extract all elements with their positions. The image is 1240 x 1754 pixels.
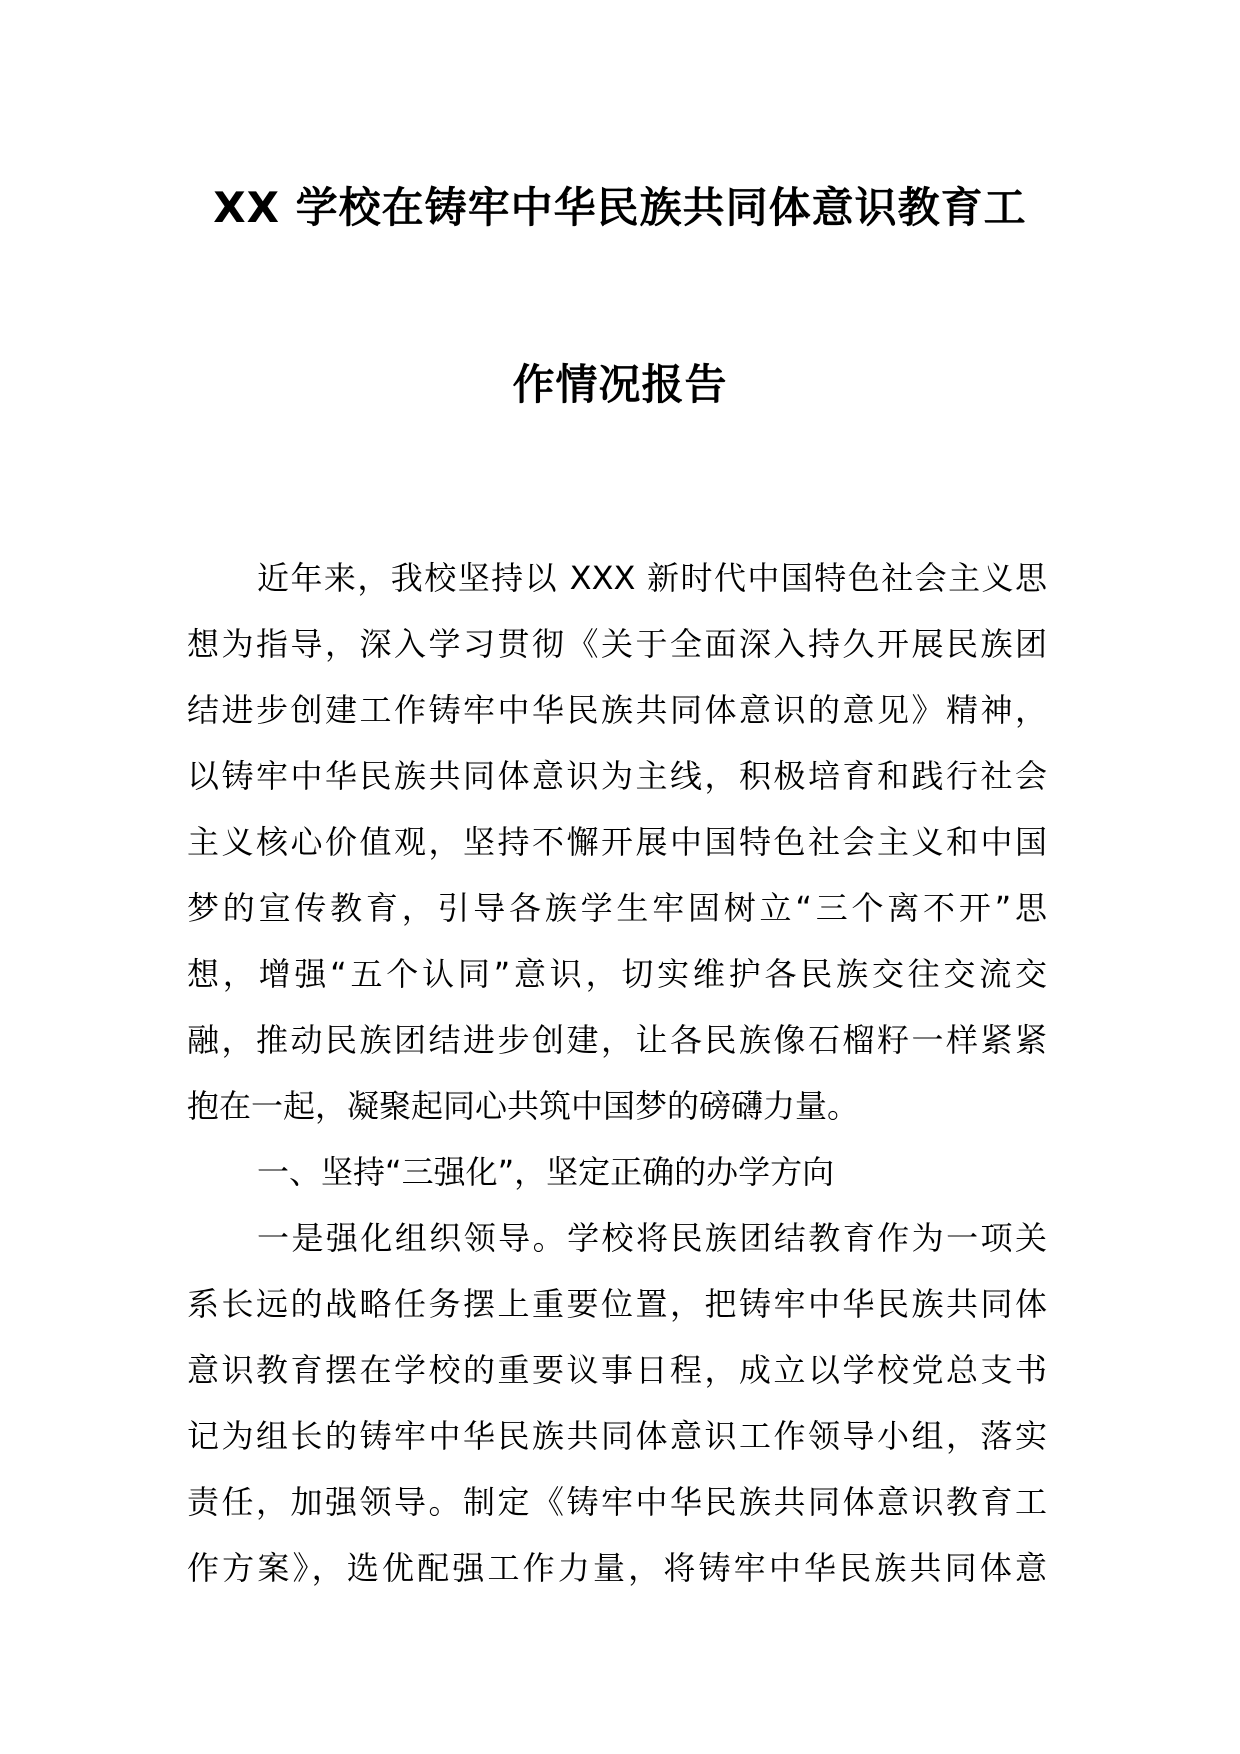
paragraph-line: 抱在一起，凝聚起同心共筑中国梦的磅礴力量。 (187, 1087, 860, 1125)
paragraph-line: 想，增强“五个认同”意识，切实维护各民族交往交流交 (187, 955, 1047, 993)
paragraph-line: 责任，加强领导。制定《铸牢中华民族共同体意识教育工 (187, 1483, 1047, 1521)
paragraph-line: 一是强化组织领导。学校将民族团结教育作为一项关 (257, 1219, 1047, 1257)
paragraph-line: 以铸牢中华民族共同体意识为主线，积极培育和践行社会 (187, 757, 1047, 795)
paragraph-line: 结进步创建工作铸牢中华民族共同体意识的意见》精神， (187, 691, 1047, 729)
paragraph-line: 想为指导，深入学习贯彻《关于全面深入持久开展民族团 (187, 625, 1047, 663)
paragraph-line: 作方案》，选优配强工作力量，将铸牢中华民族共同体意 (187, 1549, 1047, 1587)
paragraph-line: 近年来，我校坚持以 XXX 新时代中国特色社会主义思 (257, 559, 1047, 597)
paragraph-line: 记为组长的铸牢中华民族共同体意识工作领导小组，落实 (187, 1417, 1047, 1455)
paragraph-line: 意识教育摆在学校的重要议事日程，成立以学校党总支书 (187, 1351, 1047, 1389)
document-body (187, 545, 1047, 1601)
paragraph-line: 主义核心价值观，坚持不懈开展中国特色社会主义和中国 (187, 823, 1047, 861)
paragraph-line: 融，推动民族团结进步创建，让各民族像石榴籽一样紧紧 (187, 1021, 1047, 1059)
paragraph-line: 系长远的战略任务摆上重要位置，把铸牢中华民族共同体 (187, 1285, 1047, 1323)
section-heading: 一、坚持“三强化”，坚定正确的办学方向 (257, 1153, 835, 1191)
title-line-1: XX 学校在铸牢中华民族共同体意识教育工 (213, 183, 1027, 232)
paragraph-line: 梦的宣传教育，引导各族学生牢固树立“三个离不开”思 (187, 889, 1047, 927)
title-line-2: 作情况报告 (512, 360, 728, 409)
